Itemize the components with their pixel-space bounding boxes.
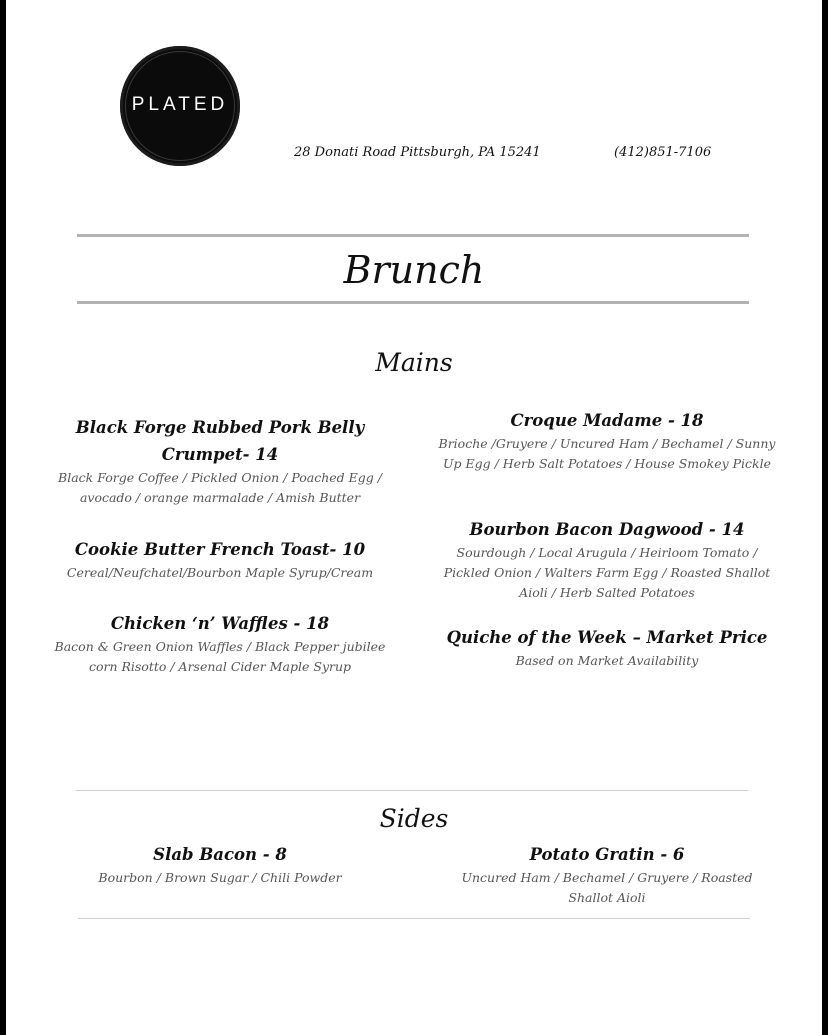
menu-item	[50, 536, 390, 583]
menu-title: Brunch	[343, 248, 485, 292]
menu-item-description: Based on Market Availability	[515, 653, 699, 668]
menu-item	[50, 414, 390, 508]
restaurant-address: 28 Donati Road Pittsburgh, PA 15241	[294, 145, 541, 160]
menu-item-description: Bourbon / Brown Sugar / Chili Powder	[98, 870, 342, 885]
sides-heading: Sides	[379, 804, 449, 833]
menu-item-description: Cereal/Neufchatel/Bourbon Maple Syrup/Cream	[66, 565, 374, 580]
bottom-divider	[78, 918, 750, 919]
menu-item-name: Slab Bacon - 8	[153, 845, 287, 864]
menu-item-name: Black Forge Rubbed Pork Belly Crumpet- 14	[75, 418, 365, 464]
logo-text: PLATED	[131, 94, 229, 115]
menu-item-name: Quiche of the Week – Market Price	[446, 628, 768, 647]
menu-item	[50, 841, 390, 888]
menu-item-name: Cookie Butter French Toast- 10	[74, 540, 366, 559]
menu-item	[432, 624, 782, 671]
menu-item	[432, 516, 782, 603]
menu-item-name: Potato Gratin - 6	[529, 845, 685, 864]
menu-item-name: Chicken ‘n’ Waffles - 18	[110, 614, 330, 633]
mains-heading: Mains	[375, 348, 453, 377]
title-top-divider	[77, 234, 749, 237]
plated-logo	[120, 46, 240, 166]
title-bottom-divider	[77, 301, 749, 304]
menu-item	[50, 610, 390, 677]
menu-item-name: Bourbon Bacon Dagwood - 14	[469, 520, 745, 539]
sides-divider	[76, 790, 748, 791]
menu-item-description: Bacon & Green Onion Waffles / Black Pepper jubilee corn Risotto / Arsenal Cider Maple Syrup	[54, 639, 386, 674]
menu-item	[432, 407, 782, 474]
menu-item	[442, 841, 772, 908]
menu-item-name: Croque Madame - 18	[510, 411, 704, 430]
menu-item-description: Uncured Ham / Bechamel / Gruyere / Roasted Shallot Aioli	[461, 870, 753, 905]
menu-item-description: Brioche /Gruyere / Uncured Ham / Bechamel / Sunny Up Egg / Herb Salt Potatoes / House Smokey Pickle	[438, 436, 776, 471]
menu-item-description: Sourdough / Local Arugula / Heirloom Tomato / Pickled Onion / Walters Farm Egg / Roasted Shallot Aioli / Herb Salted Potatoes	[443, 545, 771, 600]
menu-page	[6, 0, 822, 1035]
restaurant-phone: (412)851-7106	[614, 145, 712, 160]
menu-item-description: Black Forge Coffee / Pickled Onion / Poached Egg / avocado / orange marmalade / Amish Butter	[58, 470, 382, 505]
